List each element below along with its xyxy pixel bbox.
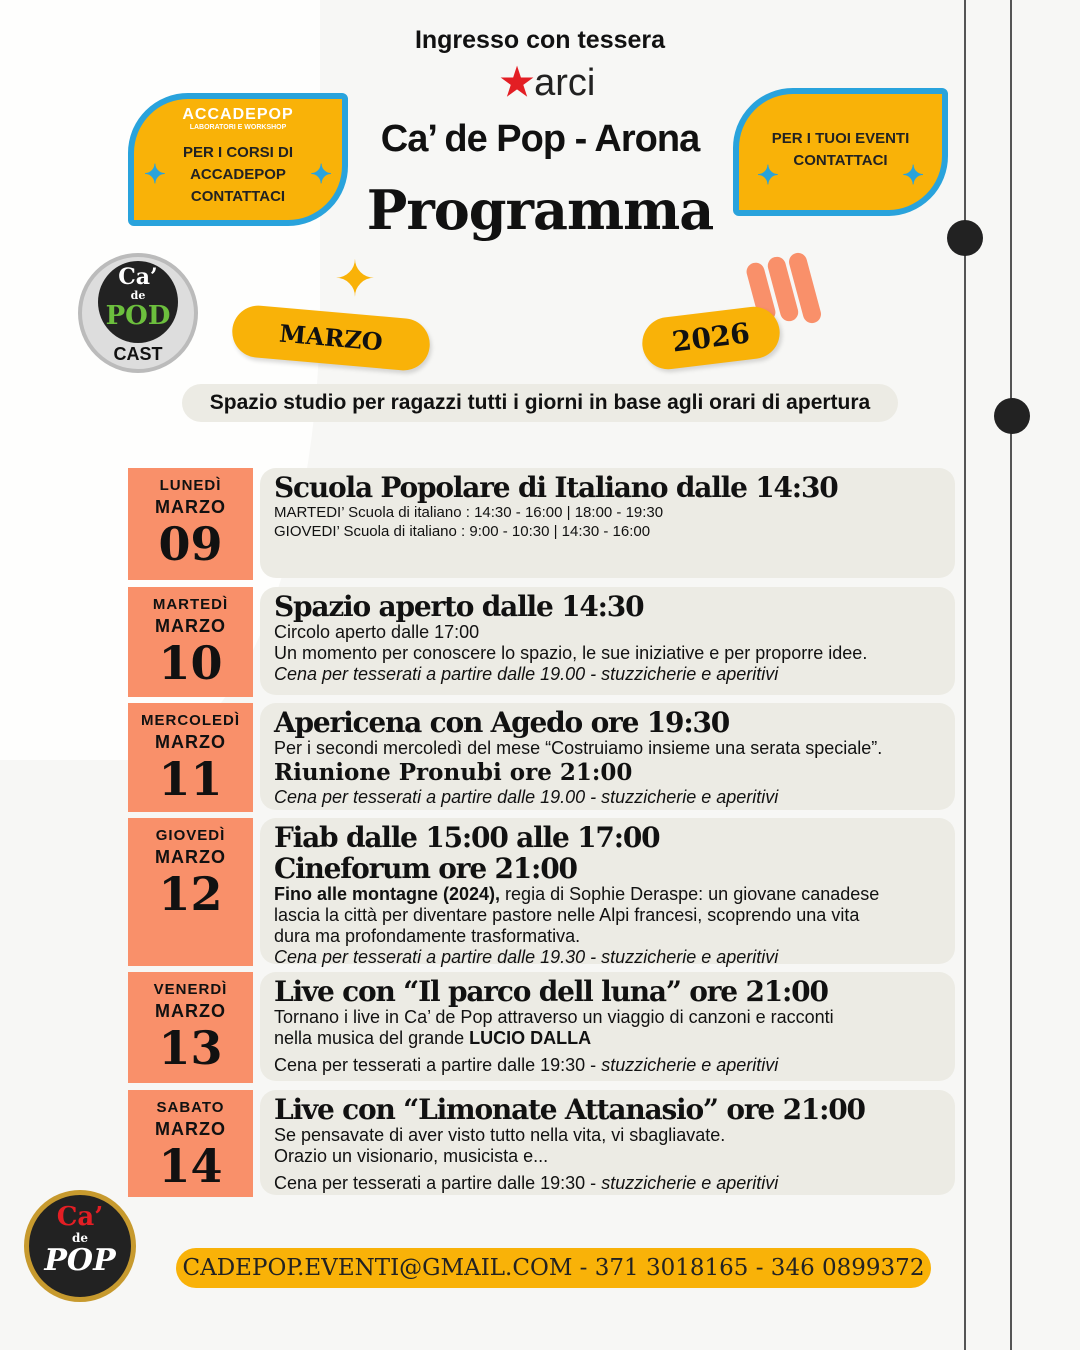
event-detail: GIOVEDI’ Scuola di italiano : 9:00 - 10:30 | 14:30 - 16:00 (274, 523, 651, 540)
weekday-label: SABATO (156, 1099, 225, 1116)
accadepop-logo-sub: LABORATORI E WORKSHOP (189, 124, 287, 131)
promo-line: CONTATTACI (190, 188, 286, 205)
event-title: Scuola Popolare di Italiano dalle 14:30 (274, 471, 838, 504)
event-detail: Un momento per conoscere lo spazio, le sue iniziative e per proporre idee. (274, 643, 868, 663)
event-card (260, 972, 955, 1081)
month-label: MARZO (155, 616, 226, 636)
podcast-logo-text: de (130, 289, 146, 302)
event-detail: dura ma profondamente trasformativa. (274, 926, 581, 946)
promo-line: CONTATTACI (793, 152, 888, 169)
event-dinner-note: Cena per tesserati a partire dalle 19.30 - stuzzicherie e aperitivi (274, 947, 779, 967)
month-label: MARZO (155, 1001, 226, 1021)
entry-note: Ingresso con tessera (414, 26, 666, 54)
event-text: stuzzicherie e aperitivi (601, 1055, 779, 1075)
event-text: Cena per tesserati a partire dalle 19:30 - (274, 1173, 602, 1193)
cadepop-logo (24, 1190, 136, 1302)
podcast-logo-text: POD (105, 301, 171, 331)
event-text: LUCIO DALLA (469, 1028, 592, 1048)
sparkle-icon: ✦ (144, 159, 166, 189)
event-text: regia di Sophie Deraspe: un giovane canadese (500, 884, 880, 904)
podcast-logo-text: CAST (113, 344, 163, 364)
day-number: 09 (158, 517, 223, 571)
event-detail: lascia la città per diventare pastore nelle Alpi francesi, scoprendo una vita (274, 905, 860, 925)
event-dinner-note (274, 1173, 941, 1194)
day-number: 12 (158, 867, 223, 921)
event-card (260, 818, 955, 967)
event-title: Apericena con Agedo ore 19:30 (274, 706, 730, 739)
accadepop-logo: ACCADEPOP (182, 106, 294, 123)
day-number: 11 (158, 752, 223, 806)
event-dinner-note: Cena per tesserati a partire dalle 19.00 - stuzzicherie e aperitivi (274, 787, 779, 807)
event-text: Cena per tesserati a partire dalle 19:30 - (274, 1055, 602, 1075)
event-detail (274, 884, 941, 905)
year-pill: 2026 (639, 304, 782, 372)
day-number: 13 (158, 1021, 223, 1075)
weekday-label: VENERDÌ (153, 981, 228, 998)
film-title: Fino alle montagne (2024), (274, 884, 501, 904)
study-space-note: Spazio studio per ragazzi tutti i giorni in base agli orari di apertura (182, 384, 898, 422)
weekday-label: MARTEDÌ (152, 596, 229, 613)
event-detail (274, 1028, 941, 1049)
event-title: Cineforum ore 21:00 (274, 852, 577, 885)
event-card (260, 587, 955, 695)
venue-title: Ca’ de Pop - Arona (380, 118, 700, 160)
date-box (128, 468, 253, 580)
event-detail: Tornano i live in Ca’ de Pop attraverso un viaggio di canzoni e racconti (274, 1007, 834, 1027)
day-number: 14 (158, 1139, 223, 1193)
event-title: Fiab dalle 15:00 alle 17:00 (274, 821, 660, 854)
weekday-label: LUNEDÌ (159, 477, 222, 494)
month-label: MARZO (155, 847, 226, 867)
month-label: MARZO (155, 497, 226, 517)
weekday-label: MERCOLEDÌ (141, 712, 240, 729)
podcast-logo-text: Ca’ (118, 264, 158, 290)
event-card (260, 468, 955, 578)
cadepop-logo-text: POP (44, 1243, 116, 1278)
event-dinner-note (274, 1055, 941, 1076)
sparkle-icon: ✦ (310, 159, 332, 189)
event-card (260, 1090, 955, 1195)
weekday-label: GIOVEDÌ (155, 827, 226, 844)
event-card (260, 703, 955, 810)
promo-line: PER I TUOI EVENTI (771, 130, 910, 147)
sparkle-icon: ✦ (334, 251, 376, 307)
event-detail: Per i secondi mercoledì del mese “Costruiamo insieme una serata speciale”. (274, 738, 883, 758)
event-title: Live con “Limonate Attanasio” ore 21:00 (274, 1093, 865, 1126)
cadepop-logo-text: Ca’ (56, 1202, 104, 1232)
date-box (128, 1090, 253, 1197)
contact-bar[interactable]: CADEPOP.EVENTI@GMAIL.COM - 371 3018165 - 346 0899372 (176, 1248, 931, 1288)
date-box (128, 972, 253, 1083)
date-box (128, 818, 253, 966)
month-pill: MARZO (230, 303, 432, 372)
promo-line: ACCADEPOP (190, 166, 286, 183)
month-label: MARZO (155, 1119, 226, 1139)
arci-logo-text: arci (534, 62, 596, 104)
page-title: Programma (366, 178, 714, 242)
event-detail: Se pensavate di aver visto tutto nella vita, vi sbagliavate. (274, 1125, 726, 1145)
promo-events (733, 88, 948, 216)
month-label: MARZO (155, 732, 226, 752)
event-subtitle: Riunione Pronubi ore 21:00 (274, 759, 633, 786)
promo-courses (128, 93, 348, 226)
arci-logo: ★arci (500, 62, 596, 104)
event-detail: MARTEDI’ Scuola di italiano : 14:30 - 16:00 | 18:00 - 19:30 (274, 504, 664, 521)
event-text: stuzzicherie e aperitivi (601, 1173, 779, 1193)
event-detail: Orazio un visionario, musicista e... (274, 1146, 549, 1166)
podcast-logo (78, 253, 198, 373)
promo-line: PER I CORSI DI (182, 144, 294, 161)
day-number: 10 (158, 636, 223, 690)
date-box (128, 587, 253, 697)
event-detail: Circolo aperto dalle 17:00 (274, 622, 480, 642)
decor-dot (994, 398, 1030, 434)
cadepop-logo-text: de (71, 1231, 89, 1245)
event-title: Live con “Il parco dell luna” ore 21:00 (274, 975, 828, 1008)
event-dinner-note: Cena per tesserati a partire dalle 19.00 - stuzzicherie e aperitivi (274, 664, 779, 684)
date-box (128, 703, 253, 812)
sparkle-icon: ✦ (757, 160, 779, 190)
event-text: nella musica del grande (274, 1028, 470, 1048)
sparkle-icon: ✦ (902, 160, 924, 190)
event-title: Spazio aperto dalle 14:30 (274, 590, 644, 623)
